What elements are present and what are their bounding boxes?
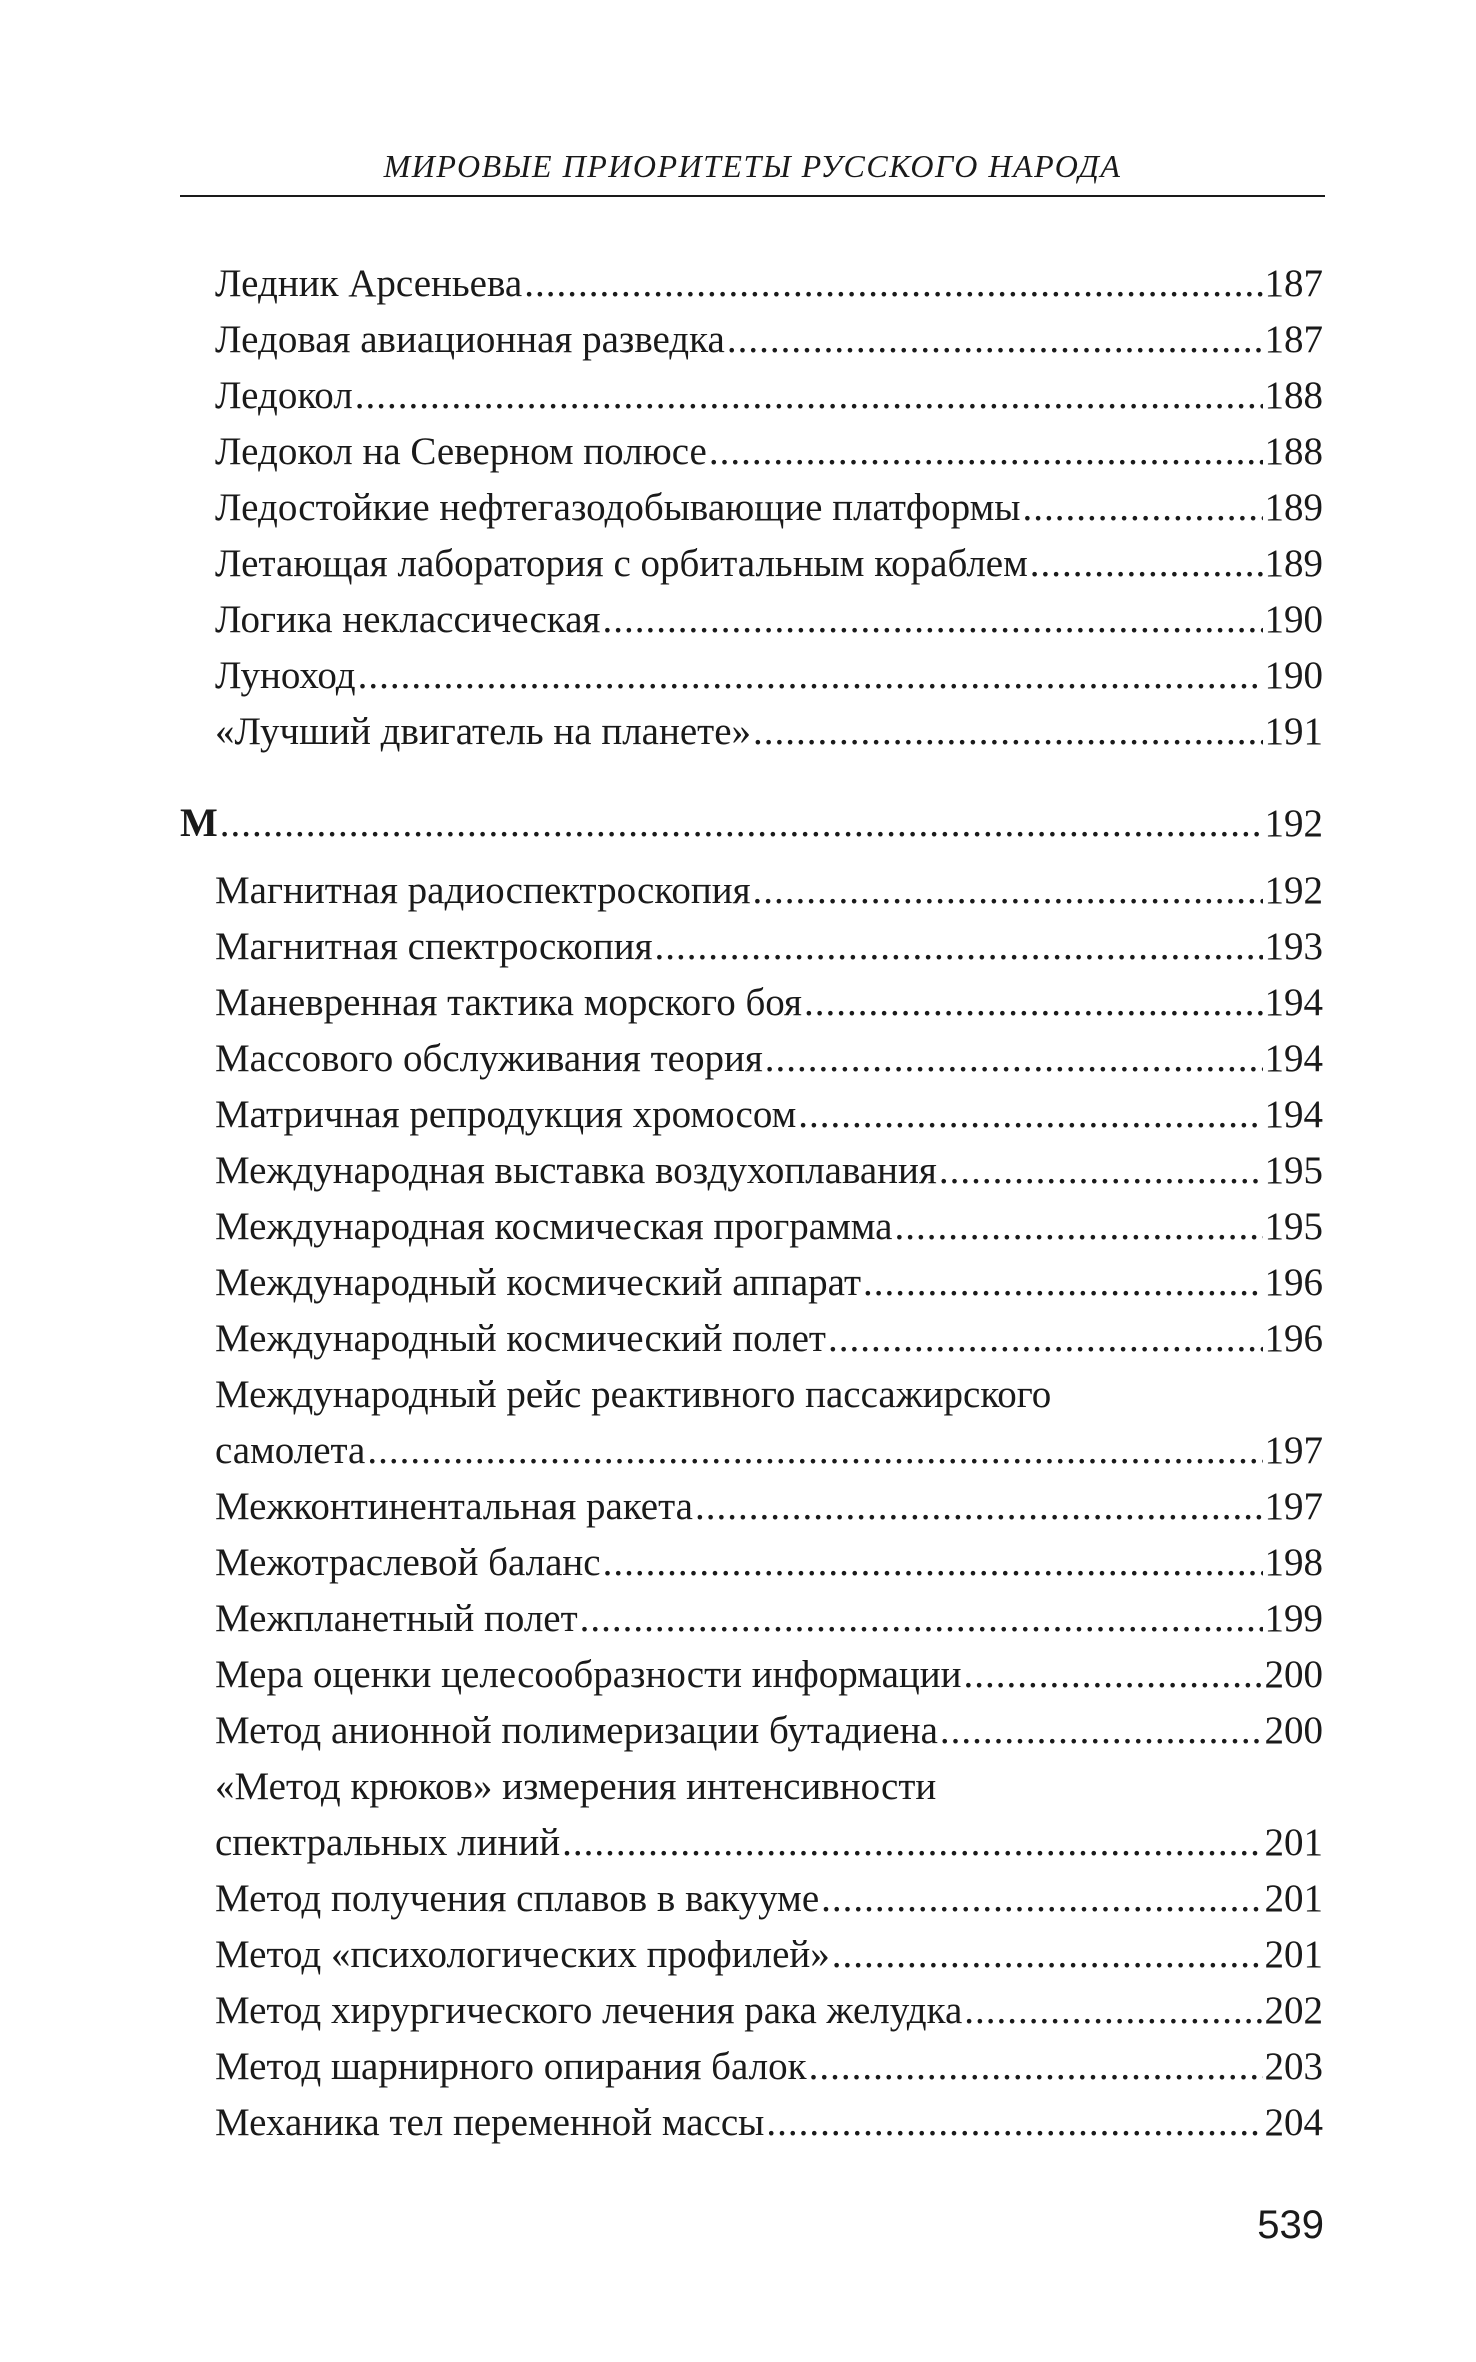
toc-entry-page: 190 [1264,598,1323,641]
toc-entry-page: 201 [1264,1933,1323,1976]
toc-entry-page: 189 [1264,542,1323,585]
running-head: МИРОВЫЕ ПРИОРИТЕТЫ РУССКОГО НАРОДА [383,148,1122,184]
toc-entry [215,1143,1323,1199]
toc-entry [215,592,1323,648]
dot-leader [655,919,1263,975]
dot-leader [727,312,1263,368]
toc-entry-page: 187 [1264,262,1323,305]
toc-entry [215,536,1323,592]
toc-entry-page: 203 [1264,2045,1323,2088]
toc-entry-page: 196 [1264,1317,1323,1360]
toc-entry-title: Логика неклассическая [215,598,601,641]
dot-leader [821,1871,1262,1927]
toc-entry [215,424,1323,480]
toc-entry [215,256,1323,312]
dot-leader [894,1199,1262,1255]
dot-leader [355,368,1263,424]
toc-entry-title: «Метод крюков» измерения интенсивности [215,1765,937,1808]
toc-entry-first-line [215,1367,1323,1423]
toc-entry-title: Международный рейс реактивного пассажирского [215,1373,1052,1416]
dot-leader [798,1087,1262,1143]
toc-entry [215,1423,1323,1479]
section-letter: М [180,800,218,845]
toc-entry [215,1031,1323,1087]
dot-leader [804,975,1263,1031]
toc-entry-title: Международный космический аппарат [215,1261,861,1304]
toc-entry-page: 194 [1264,1093,1323,1136]
toc-entry-title: Ледокол на Северном полюсе [215,430,707,473]
dot-leader [939,1143,1263,1199]
toc-entry [215,2095,1323,2151]
dot-leader [1030,536,1263,592]
dot-leader [766,2095,1262,2151]
dot-leader [964,1647,1263,1703]
dot-leader [809,2039,1263,2095]
toc-entry-first-line [215,1759,1323,1815]
toc-entry-page: 192 [1264,869,1323,912]
toc-entry [215,1087,1323,1143]
dot-leader [358,648,1263,704]
toc-entry-title: Метод получения сплавов в вакууме [215,1877,820,1920]
toc-entry-page: 198 [1264,1541,1323,1584]
toc-entry-title: самолета [215,1429,366,1472]
dot-leader [602,592,1262,648]
dot-leader [964,1983,1262,2039]
toc-entry-title: Международная космическая программа [215,1205,893,1248]
toc-entry-title: Ледостойкие нефтегазодобывающие платформы [215,486,1021,529]
toc-entry [215,863,1323,919]
page-number: 539 [1257,2203,1324,2247]
dot-leader [695,1479,1263,1535]
toc-entry-page: 200 [1264,1653,1323,1696]
toc-entry [215,1535,1323,1591]
dot-leader [832,1927,1263,1983]
dot-leader [753,704,1262,760]
toc-entry-title: Матричная репродукция хромосом [215,1093,797,1136]
toc-entry [215,1311,1323,1367]
toc-entry-page: 196 [1264,1261,1323,1304]
toc-entry-title: Международная выставка воздухоплавания [215,1149,937,1192]
toc-entry-title: Массового обслуживания теория [215,1037,763,1080]
dot-leader [524,256,1262,312]
toc-entry-title: Метод анионной полимеризации бутадиена [215,1709,938,1752]
dot-leader [603,1535,1263,1591]
toc-entry-page: 195 [1264,1149,1323,1192]
dot-leader [863,1255,1263,1311]
toc-entry [215,1591,1323,1647]
toc-entry-page: 197 [1264,1485,1323,1528]
toc-entry-title: Межконтинентальная ракета [215,1485,693,1528]
toc-entry [215,648,1323,704]
dot-leader [765,1031,1263,1087]
toc-entry [215,1703,1323,1759]
toc-entry-title: спектральных линий [215,1821,561,1864]
toc-entry-page: 190 [1264,654,1323,697]
toc-entry-title: «Лучший двигатель на планете» [215,710,752,753]
toc-entry [215,1479,1323,1535]
toc-entry-title: Маневренная тактика морского боя [215,981,802,1024]
toc-entry-page: 202 [1264,1989,1323,2032]
toc-entry-title: Летающая лаборатория с орбитальным кораблем [215,542,1028,585]
toc-entry [215,1983,1323,2039]
toc-entry-page: 199 [1264,1597,1323,1640]
toc-entry-page: 204 [1264,2101,1323,2144]
toc-entry-title: Метод хирургического лечения рака желудка [215,1989,963,2032]
toc-entry [215,2039,1323,2095]
toc-entry [215,1927,1323,1983]
dot-leader [828,1311,1263,1367]
toc-entry-page: 191 [1264,710,1323,753]
toc-entry-title: Ледник Арсеньева [215,262,523,305]
toc-entry-title: Магнитная спектроскопия [215,925,653,968]
toc-entry-page: 194 [1264,1037,1323,1080]
dot-leader [709,424,1263,480]
toc-entry [215,704,1323,760]
toc-entry [215,919,1323,975]
toc-entry-title: Метод шарнирного опирания балок [215,2045,807,2088]
toc-entry-title: Международный космический полет [215,1317,826,1360]
toc-entry [215,312,1323,368]
toc-entry-title: Межотраслевой баланс [215,1541,601,1584]
toc-entry-title: Межпланетный полет [215,1597,578,1640]
section-page: 192 [1264,802,1323,845]
toc-entry-page: 187 [1264,318,1323,361]
toc-entry-page: 194 [1264,981,1323,1024]
toc-entry [215,368,1323,424]
dot-leader [220,796,1263,852]
toc-entry [215,1647,1323,1703]
toc-entry-title: Луноход [215,654,356,697]
toc-entry-page: 193 [1264,925,1323,968]
toc-entry-page: 195 [1264,1205,1323,1248]
toc-entry [215,1199,1323,1255]
toc-entry-page: 197 [1264,1429,1323,1472]
toc-entry [215,975,1323,1031]
toc-entry-title: Ледовая авиационная разведка [215,318,725,361]
toc-entry-title: Магнитная радиоспектроскопия [215,869,751,912]
toc-entry-page: 188 [1264,430,1323,473]
dot-leader [940,1703,1263,1759]
toc-entry-page: 188 [1264,374,1323,417]
toc-entry-page: 200 [1264,1709,1323,1752]
toc-entry [215,1871,1323,1927]
header-rule [180,195,1325,197]
dot-leader [1022,480,1262,536]
toc-section-heading [180,795,1323,851]
toc-entry-page: 201 [1264,1877,1323,1920]
toc-entry-page: 201 [1264,1821,1323,1864]
dot-leader [367,1423,1262,1479]
toc-entry [215,1255,1323,1311]
toc-entry-title: Механика тел переменной массы [215,2101,765,2144]
toc-entry-title: Ледокол [215,374,353,417]
dot-leader [580,1591,1263,1647]
toc-entry-title: Метод «психологических профилей» [215,1933,830,1976]
dot-leader [753,863,1263,919]
dot-leader [562,1815,1262,1871]
toc-entry-page: 189 [1264,486,1323,529]
toc-entry [215,1815,1323,1871]
toc-entry [215,480,1323,536]
toc-entry-title: Мера оценки целесообразности информации [215,1653,962,1696]
